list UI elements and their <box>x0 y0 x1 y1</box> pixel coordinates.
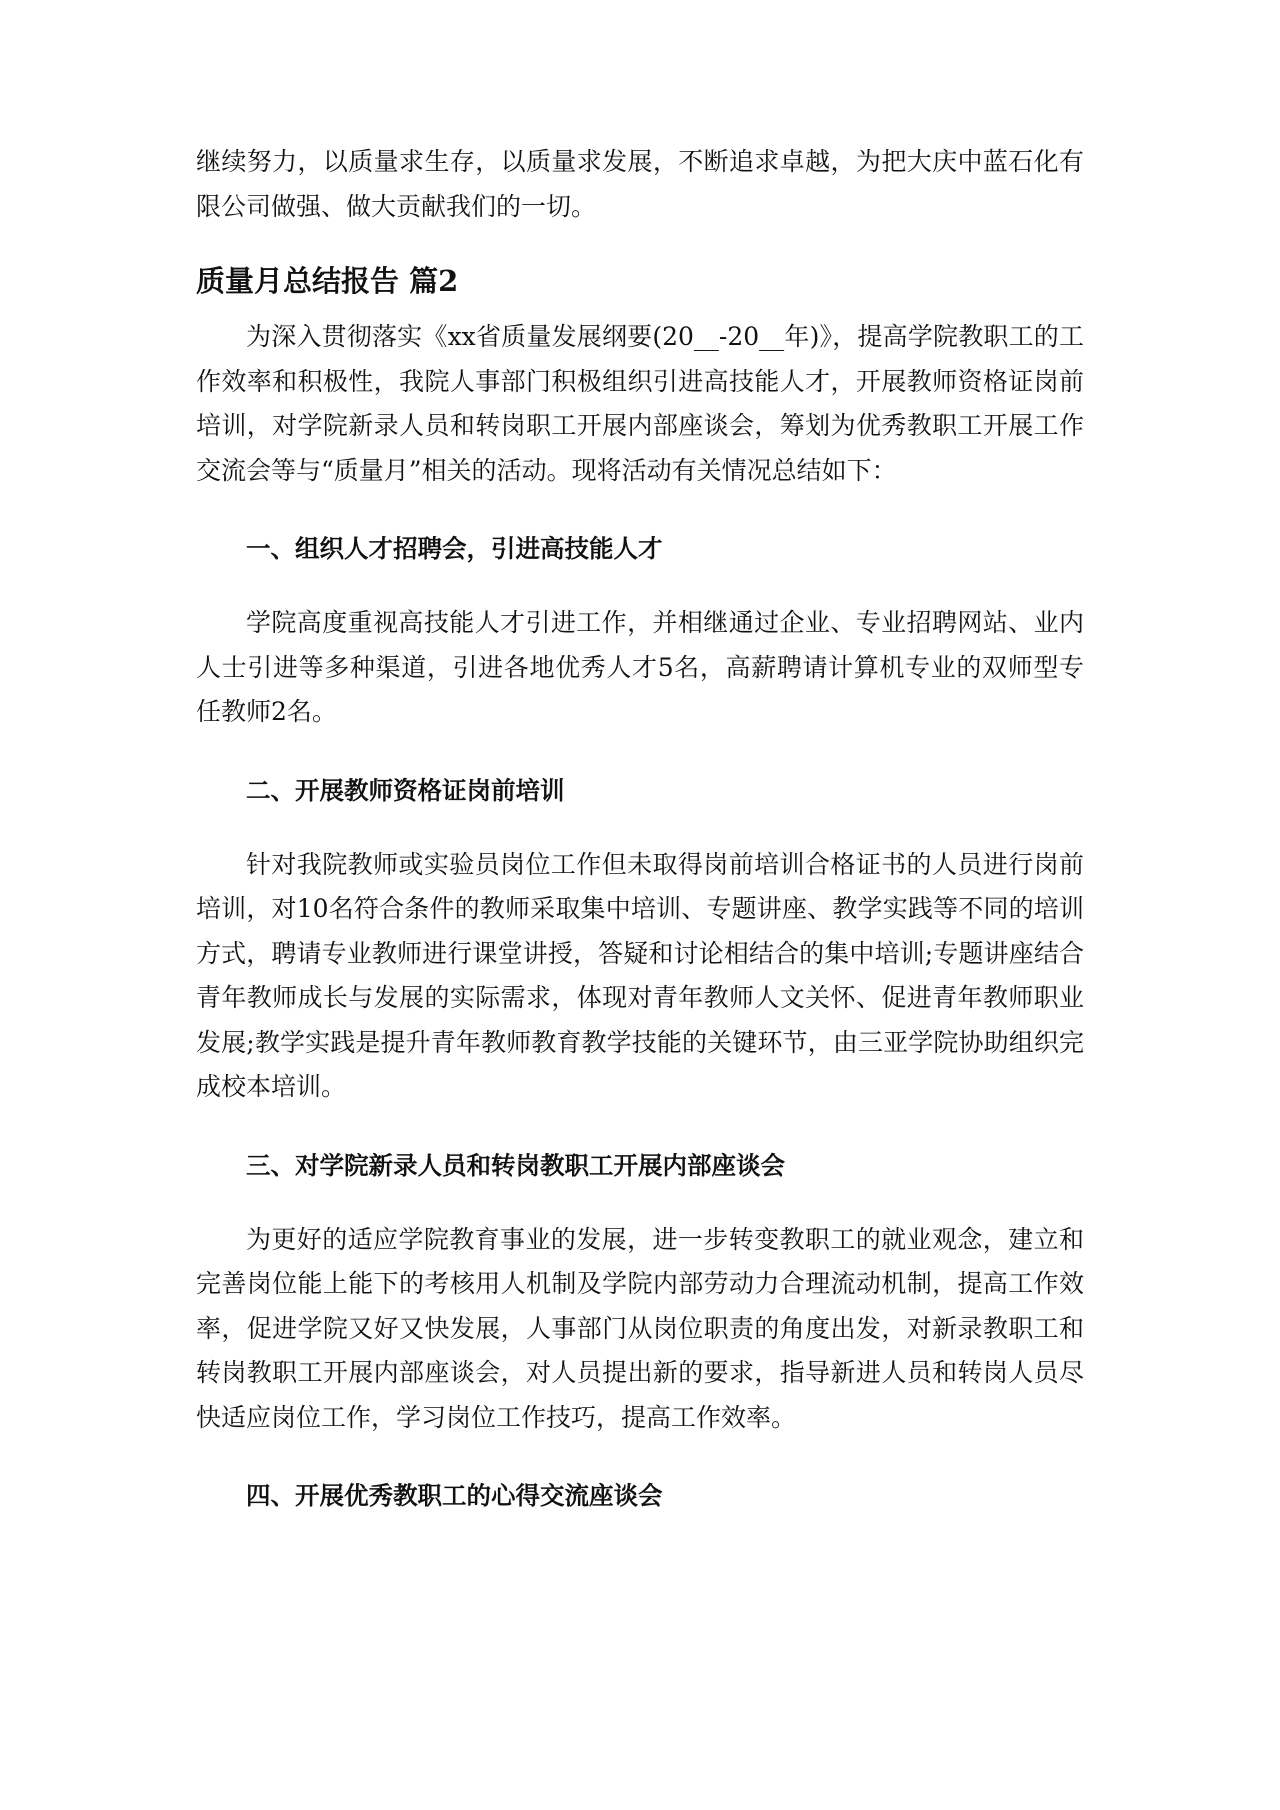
intro-paragraph: 为深入贯彻落实《xx省质量发展纲要(20__-20__年)》，提高学院教职工的工作效率和积极性，我院人事部门积极组织引进高技能人才，开展教师资格证岗前培训，对学院新录人员和转岗职工开展内部座谈会，筹划为优秀教职工开展工作交流会等与“质量月”相关的活动。现将活动有关情况总结如下： <box>196 322 1084 485</box>
section-body-1: 学院高度重视高技能人才引进工作，并相继通过企业、专业招聘网站、业内人士引进等多种渠道，引进各地优秀人才5名，高薪聘请计算机专业的双师型专任教师2名。 <box>196 608 1084 726</box>
section-heading-3: 三、对学院新录人员和转岗教职工开展内部座谈会 <box>246 1150 785 1180</box>
document-page <box>196 140 1084 1518</box>
section-title: 质量月总结报告 篇2 <box>196 264 459 298</box>
section-body-3: 为更好的适应学院教育事业的发展，进一步转变教职工的就业观念，建立和完善岗位能上能下的考核用人机制及学院内部劳动力合理流动机制，提高工作效率，促进学院又好又快发展，人事部门从岗位职责的角度出发，对新录教职工和转岗教职工开展内部座谈会，对人员提出新的要求，指导新进人员和转岗人员尽快适应岗位工作，学习岗位工作技巧，提高工作效率。 <box>196 1224 1084 1432</box>
continuation-paragraph: 继续努力，以质量求生存，以质量求发展，不断追求卓越，为把大庆中蓝石化有限公司做强、做大贡献我们的一切。 <box>196 147 1084 221</box>
section-heading-1: 一、组织人才招聘会，引进高技能人才 <box>246 534 663 563</box>
section-heading-2: 二、开展教师资格证岗前培训 <box>246 775 565 805</box>
section-body-2: 针对我院教师或实验员岗位工作但未取得岗前培训合格证书的人员进行岗前培训，对10名符合条件的教师采取集中培训、专题讲座、教学实践等不同的培训方式，聘请专业教师进行课堂讲授，答疑和讨论相结合的集中培训;专题讲座结合青年教师成长与发展的实际需求，体现对青年教师人文关怀、促进青年教师职业发展;教学实践是提升青年教师教育教学技能的关键环节，由三亚学院协助组织完成校本培训。 <box>196 849 1084 1101</box>
section-heading-4: 四、开展优秀教职工的心得交流座谈会 <box>246 1481 663 1510</box>
